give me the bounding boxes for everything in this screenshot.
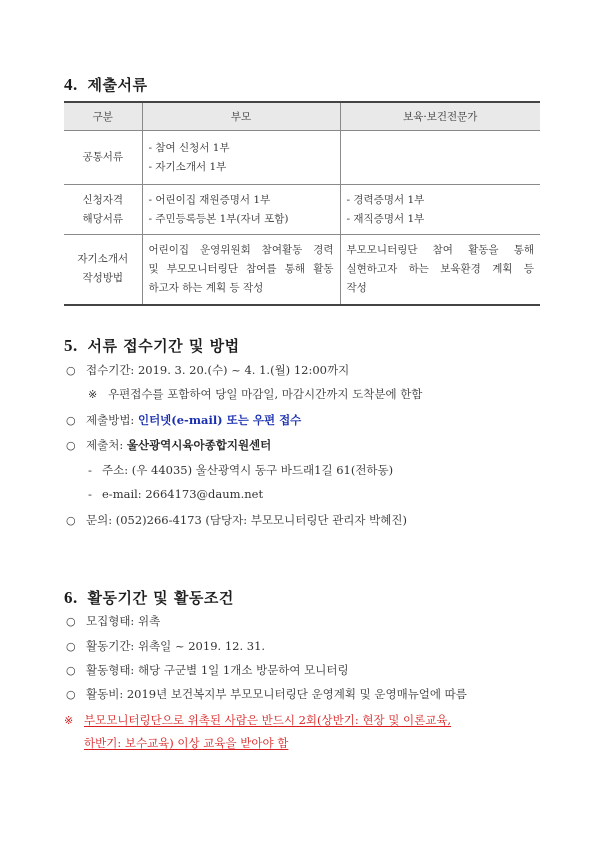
row-label [64, 131, 142, 185]
table-row [64, 235, 540, 305]
note-line-1: 부모모니터링단으로 위촉된 사람은 반드시 2회(상반기: 현장 및 이론교육, [84, 713, 452, 727]
reference-mark-icon: ※ [88, 388, 98, 401]
training-requirement-note [64, 712, 451, 728]
item-text: e-mail: 2664173@daum.net [102, 487, 264, 501]
section-5-number: 5. [64, 336, 78, 355]
circle-bullet-icon: ○ [66, 640, 76, 653]
list-item: - 재직증명서 1부 [346, 212, 425, 225]
section-6-title: 활동기간 및 활동조건 [87, 589, 234, 607]
parent-cell [142, 235, 340, 305]
circle-bullet-icon: ○ [66, 688, 76, 701]
list-item: - 어린이집 재원증명서 1부 [148, 193, 271, 206]
submission-method: 인터넷(e-mail) 또는 우편 접수 [137, 413, 302, 427]
section-5-title: 서류 접수기간 및 방법 [87, 337, 240, 355]
circle-bullet-icon: ○ [66, 439, 76, 452]
header-expert: 보육·보건전문가 [340, 102, 540, 131]
item-text: 우편접수를 포함하여 당일 마감일, 마감시간까지 도착분에 한함 [108, 387, 423, 401]
paragraph-line: 하고자 하는 계획 등 작성 [148, 281, 264, 294]
table-header-row [64, 102, 540, 131]
section-6-heading [64, 587, 234, 608]
parent-cell [142, 185, 340, 235]
header-category: 구분 [64, 102, 142, 131]
circle-bullet-icon: ○ [66, 514, 76, 527]
circle-bullet-icon: ○ [66, 664, 76, 677]
paragraph-line: 및 부모모니터링단 참여를 통해 활동 [148, 262, 334, 275]
list-item [66, 512, 407, 528]
section-6-number: 6. [64, 588, 78, 607]
list-item [66, 362, 349, 378]
item-text: 활동형태: 해당 구군별 1일 1개소 방문하여 모니터링 [86, 663, 349, 677]
header-parent: 부모 [142, 102, 340, 131]
paragraph-line: 실현하고자 하는 보육환경 계획 등 [346, 262, 534, 275]
submission-place: 울산광역시육아종합지원센터 [126, 438, 272, 452]
row-label-line: 작성방법 [82, 272, 124, 285]
item-text: 활동비: 2019년 보건복지부 부모모니터링단 운영계획 및 운영매뉴얼에 따름 [86, 687, 467, 701]
dash-bullet-icon: - [88, 464, 92, 477]
list-item: - 주민등록등본 1부(자녀 포함) [148, 212, 289, 225]
list-item: - 자기소개서 1부 [148, 160, 227, 173]
reference-mark-icon: ※ [64, 714, 74, 727]
table-row [64, 185, 540, 235]
expert-cell [340, 185, 540, 235]
circle-bullet-icon: ○ [66, 414, 76, 427]
item-text: 모집형태: 위촉 [86, 614, 161, 628]
item-text: 문의: (052)266-4173 (담당자: 부모모니터링단 관리자 박혜진) [86, 513, 407, 527]
section-5-heading [64, 335, 240, 356]
list-item [66, 412, 301, 428]
row-label [64, 185, 142, 235]
circle-bullet-icon: ○ [66, 615, 76, 628]
training-requirement-note-continued [84, 735, 288, 751]
item-label: 제출처: [86, 438, 127, 452]
list-item [88, 462, 393, 478]
list-item [88, 487, 263, 501]
list-item: - 참여 신청서 1부 [148, 141, 230, 154]
paragraph-line: 부모모니터링단 참여 활동을 통해 [346, 243, 534, 256]
documents-table [64, 101, 540, 306]
row-label-line: 해당서류 [82, 212, 124, 225]
table-row [64, 131, 540, 185]
list-item: - 경력증명서 1부 [346, 193, 425, 206]
expert-cell [340, 131, 540, 185]
list-item [66, 613, 160, 629]
parent-cell [142, 131, 340, 185]
section-4-number: 4. [64, 75, 78, 94]
row-label-line: 공통서류 [82, 151, 124, 163]
item-text: 주소: (우 44035) 울산광역시 동구 바드래1길 61(전하동) [102, 463, 394, 477]
list-item [66, 686, 467, 702]
list-item [66, 638, 265, 654]
item-text: 활동기간: 위촉일 ~ 2019. 12. 31. [86, 639, 266, 653]
circle-bullet-icon: ○ [66, 364, 76, 377]
row-label-line: 신청자격 [82, 193, 124, 206]
paragraph-line: 어린이집 운영위원회 참여활동 경력 [148, 243, 334, 256]
row-label [64, 235, 142, 305]
list-item [66, 662, 349, 678]
note-line-2: 하반기: 보수교육) 이상 교육을 받아야 함 [84, 736, 289, 750]
section-4-heading [64, 74, 147, 95]
section-4-title: 제출서류 [87, 76, 148, 94]
dash-bullet-icon: - [88, 488, 92, 501]
item-label: 제출방법: [86, 413, 138, 427]
item-text: 접수기간: 2019. 3. 20.(수) ~ 4. 1.(월) 12:00까지 [86, 363, 350, 377]
row-label-line: 자기소개서 [77, 253, 129, 266]
paragraph-line: 작성 [346, 281, 367, 294]
expert-cell [340, 235, 540, 305]
list-item [66, 437, 271, 453]
list-item [88, 386, 422, 402]
